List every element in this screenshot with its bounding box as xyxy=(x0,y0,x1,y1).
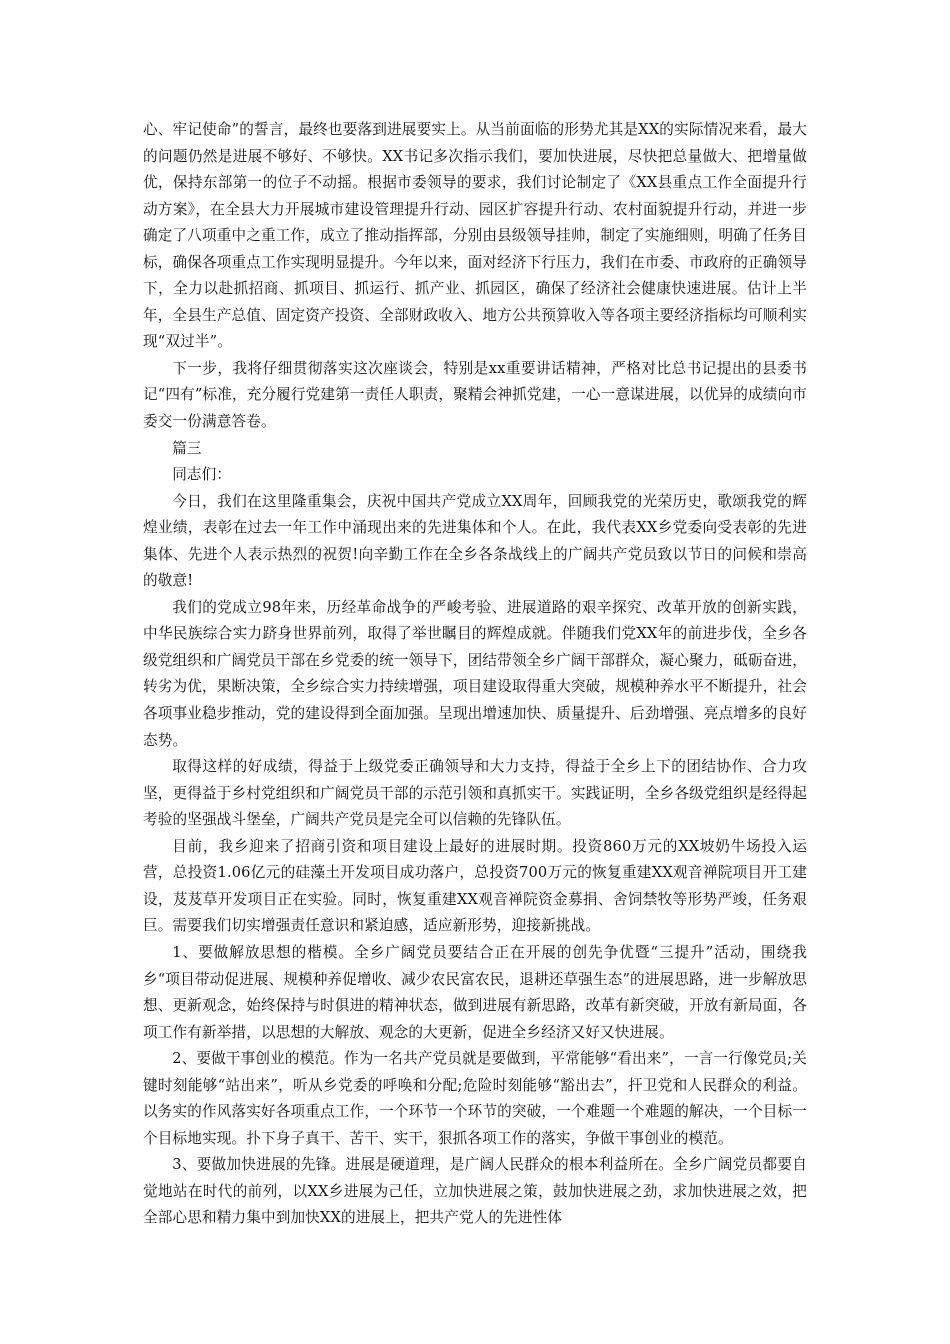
document-body xyxy=(143,117,807,1232)
numbered-paragraph: 3、要做加快进展的先锋。进展是硬道理，是广阔人民群众的根本利益所在。全乡广阔党员都要自觉地站在时代的前列，以XX乡进展为己任，立加快进展之策，鼓加快进展之劲，求加快进展之效，把全部心思和精力集中到加快XX的进展上，把共产党人的先进性体 xyxy=(143,1156,807,1227)
salutation: 同志们： xyxy=(172,466,232,484)
paragraph: 我们的党成立98年来，历经革命战争的严峻考验、进展道路的艰辛探究、改革开放的创新实践，中华民族综合实力跻身世界前列，取得了举世瞩目的辉煌成就。伴随我们党XX年的前进步伐，全乡各级党组织和广阔党员干部在乡党委的统一领导下，团结带领全乡广阔干部群众，凝心聚力，砥砺奋进，转劣为优，果断决策，全乡综合实力持续增强，项目建设取得重大突破，规模种养水平不断提升，社会各项事业稳步推动，党的建设得到全面加强。呈现出增速加快、质量提升、后劲增强、亮点增多的良好态势。 xyxy=(143,598,807,749)
paragraph: 心、牢记使命”的誓言，最终也要落到进展要实上。从当前面临的形势尤其是XX的实际情况来看，最大的问题仍然是进展不够好、不够快。XX书记多次指示我们，要加快进展，尽快把总量做大、把增量做优，保持东部第一的位子不动摇。根据市委领导的要求，我们讨论制定了《XX县重点工作全面提升行动方案》，在全县大力开展城市建设管理提升行动、园区扩容提升行动、农村面貌提升行动，并进一步确定了八项重中之重工作，成立了推动指挥部，分别由县级领导挂帅，制定了实施细则，明确了任务目标，确保各项重点工作实现明显提升。今年以来，面对经济下行压力，我们在市委、市政府的正确领导下，全力以赴抓招商、抓项目、抓运行、抓产业、抓园区，确保了经济社会健康快速进展。估计上半年，全县生产总值、固定资产投资、全部财政收入、地方公共预算收入等各项主要经济指标均可顺利实现“双过半”。 xyxy=(143,121,807,351)
paragraph: 下一步，我将仔细贯彻落实这次座谈会，特别是xx重要讲话精神，严格对比总书记提出的县委书记“四有”标准，充分履行党建第一责任人职责，聚精会神抓党建，一心一意谋进展，以优异的成绩向市委交一份满意答卷。 xyxy=(143,359,807,431)
paragraph: 今日，我们在这里隆重集会，庆祝中国共产党成立XX周年，回顾我党的光荣历史，歌颂我党的辉煌业绩，表彰在过去一年工作中涌现出来的先进集体和个人。在此，我代表XX乡党委向受表彰的先进集体、先进个人表示热烈的祝贺!向辛勤工作在全乡各条战线上的广阔共产党员致以节日的问候和崇高的敬意! xyxy=(143,492,807,590)
paragraph: 取得这样的好成绩，得益于上级党委正确领导和大力支持，得益于全乡上下的团结协作、合力攻坚，更得益于乡村党组织和广阔党员干部的示范引领和真抓实干。实践证明，全乡各级党组织是经得起考验的坚强战斗堡垒，广阔共产党员是完全可以信赖的先锋队伍。 xyxy=(143,758,807,829)
paragraph: 目前，我乡迎来了招商引资和项目建设上最好的进展时期。投资860万元的XX坡奶牛场投入运营，总投资1.06亿元的硅藻土开发项目成功落户，总投资700万元的恢复重建XX观音禅院项目开工建设，芨芨草开发项目正在实验。同时，恢复重建XX观音禅院资金募捐、舍饲禁牧等形势严竣，任务艰巨。需要我们切实增强责任意识和紧迫感，适应新形势，迎接新挑战。 xyxy=(143,837,807,935)
section-heading: 篇三 xyxy=(172,439,202,457)
numbered-paragraph: 1、要做解放思想的楷模。全乡广阔党员要结合正在开展的创先争优暨“三提升”活动，围绕我乡“项目带动促进展、规模种养促增收、减少农民富农民，退耕还草强生态”的进展思路，进一步解放思想、更新观念，始终保持与时俱进的精神状态，做到进展有新思路，改革有新突破，开放有新局面，各项工作有新举措，以思想的大解放、观念的大更新，促进全乡经济又好又快进展。 xyxy=(143,943,807,1041)
numbered-paragraph: 2、要做干事创业的模范。作为一名共产党员就是要做到，平常能够“看出来”，一言一行像党员;关键时刻能够“站出来”，听从乡党委的呼唤和分配;危险时刻能够“豁出去”，扞卫党和人民群众的利益。以务实的作风落实好各项重点工作，一个环节一个环节的突破，一个难题一个难题的解决，一个目标一个目标地实现。扑下身子真干、苦干、实干，狠抓各项工作的落实，争做干事创业的模范。 xyxy=(143,1050,807,1147)
